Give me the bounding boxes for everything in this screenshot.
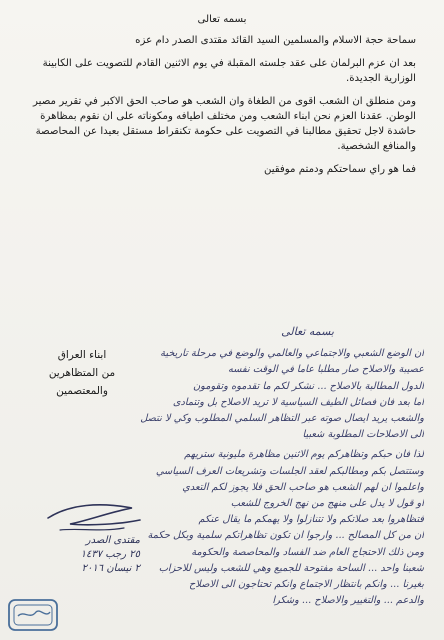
- typed-closing: فما هو راي سماحتكم ودمتم موفقين: [263, 164, 416, 175]
- handwritten-line: بغيرنا ... وانكم بانتظار الاجتماع وانكم تحتاجون الى الاصلاح: [189, 579, 424, 591]
- handwritten-line: لذا فان حبكم وتظاهركم يوم الاثنين مظاهرة مليونية ستريهم: [184, 449, 424, 461]
- handwritten-line: شعبنا واحد ... الساحة مفتوحة للجميع وهي للشعب وليس للاحزاب: [158, 562, 424, 574]
- typed-basmala: بسمه تعالى: [197, 14, 247, 25]
- handwritten-line: وستتصل بكم ومطالبكم لعقد الجلسات وتشريعات العرف السياسي: [155, 465, 424, 477]
- addressee-line-2: من المتظاهرين والمعتصمين: [48, 367, 116, 397]
- handwritten-line: ان من كل المصالح ... وارجوا ان تكون تظاهراتكم سلمية وبكل حكمة: [147, 530, 424, 542]
- handwritten-line: الى الاصلاحات المطلوبة شعبيا: [302, 429, 424, 441]
- addressee-note: [22, 346, 142, 400]
- handwritten-basmala: بسمه تعالى: [281, 325, 334, 338]
- handwritten-line: والدعم ... والتغيير والاصلاح ... وشكرا: [272, 595, 424, 607]
- addressee-line-1: ابناء العراق: [57, 349, 107, 361]
- handwritten-line: فتظاهروا بعد صلاتكم ولا تتنازلوا ولا يهمكم ما يقال عنكم: [198, 514, 424, 526]
- handwritten-line: او قول لا يدل على منهج من نهج الخروج للشعب: [230, 498, 424, 510]
- seal-stamp-icon: [6, 596, 60, 634]
- handwritten-line: الدول المطالبة بالاصلاح ... نشكر لكم ما تقدموه وتقومون: [192, 380, 424, 392]
- handwritten-line: اما بعد فان فصائل الطيف السياسية لا تريد الاصلاح بل وتتمادى: [172, 396, 424, 408]
- handwritten-line: عصيبة والاصلاح صار مطلبا عاما في الوقت نفسه: [228, 364, 424, 376]
- typed-letter: [28, 12, 416, 185]
- handwritten-line: واعلموا ان لهم الشعب هو صاحب الحق فلا يجوز لكم التعدي: [182, 481, 424, 493]
- handwritten-line: ومن ذلك الاحتجاج العام ضد الفساد والمحاصصة والحكومة: [191, 546, 424, 558]
- signature-name: مقتدى الصدر: [85, 535, 140, 546]
- typed-salutation: سماحة حجة الاسلام والمسلمين السيد القائد مقتدى الصدر دام عزه: [135, 35, 416, 46]
- typed-paragraph-2: ومن منطلق ان الشعب اقوى من الطغاة وان الشعب هو صاحب الحق الاكبر في تقرير مصير الوطن. عقدنا العزم نحن ابناء الشعب ومن مختلف اطيافه ومكوناته على ان نقوم بمظاهرة حاشدة لاجل تحقيق مطالبنا في التصويت على حكومة تكنقراط مستقل بعيدا عن المحاصصة والمنافع الشخصية.: [33, 96, 416, 152]
- signature-date-gregorian: ٢ نيسان ٢٠١٦: [81, 563, 140, 574]
- handwritten-line: والشعب يريد ايصال صوته عبر التظاهر السلمي المطلوب وكي لا نتصل: [140, 413, 424, 425]
- signature-date-hijri: ٢٥ رجب ١٤٣٧: [80, 549, 140, 560]
- typed-paragraph-1: بعد ان عزم البرلمان على عقد جلسته المقبلة في يوم الاثنين القادم للتصويت على الكابينة الوزارية الجديدة.: [42, 58, 416, 84]
- handwritten-line: ان الوضع الشعبي والاجتماعي والعالمي والوضع في مرحلة تاريخية: [160, 348, 424, 360]
- signature-block: [30, 534, 140, 576]
